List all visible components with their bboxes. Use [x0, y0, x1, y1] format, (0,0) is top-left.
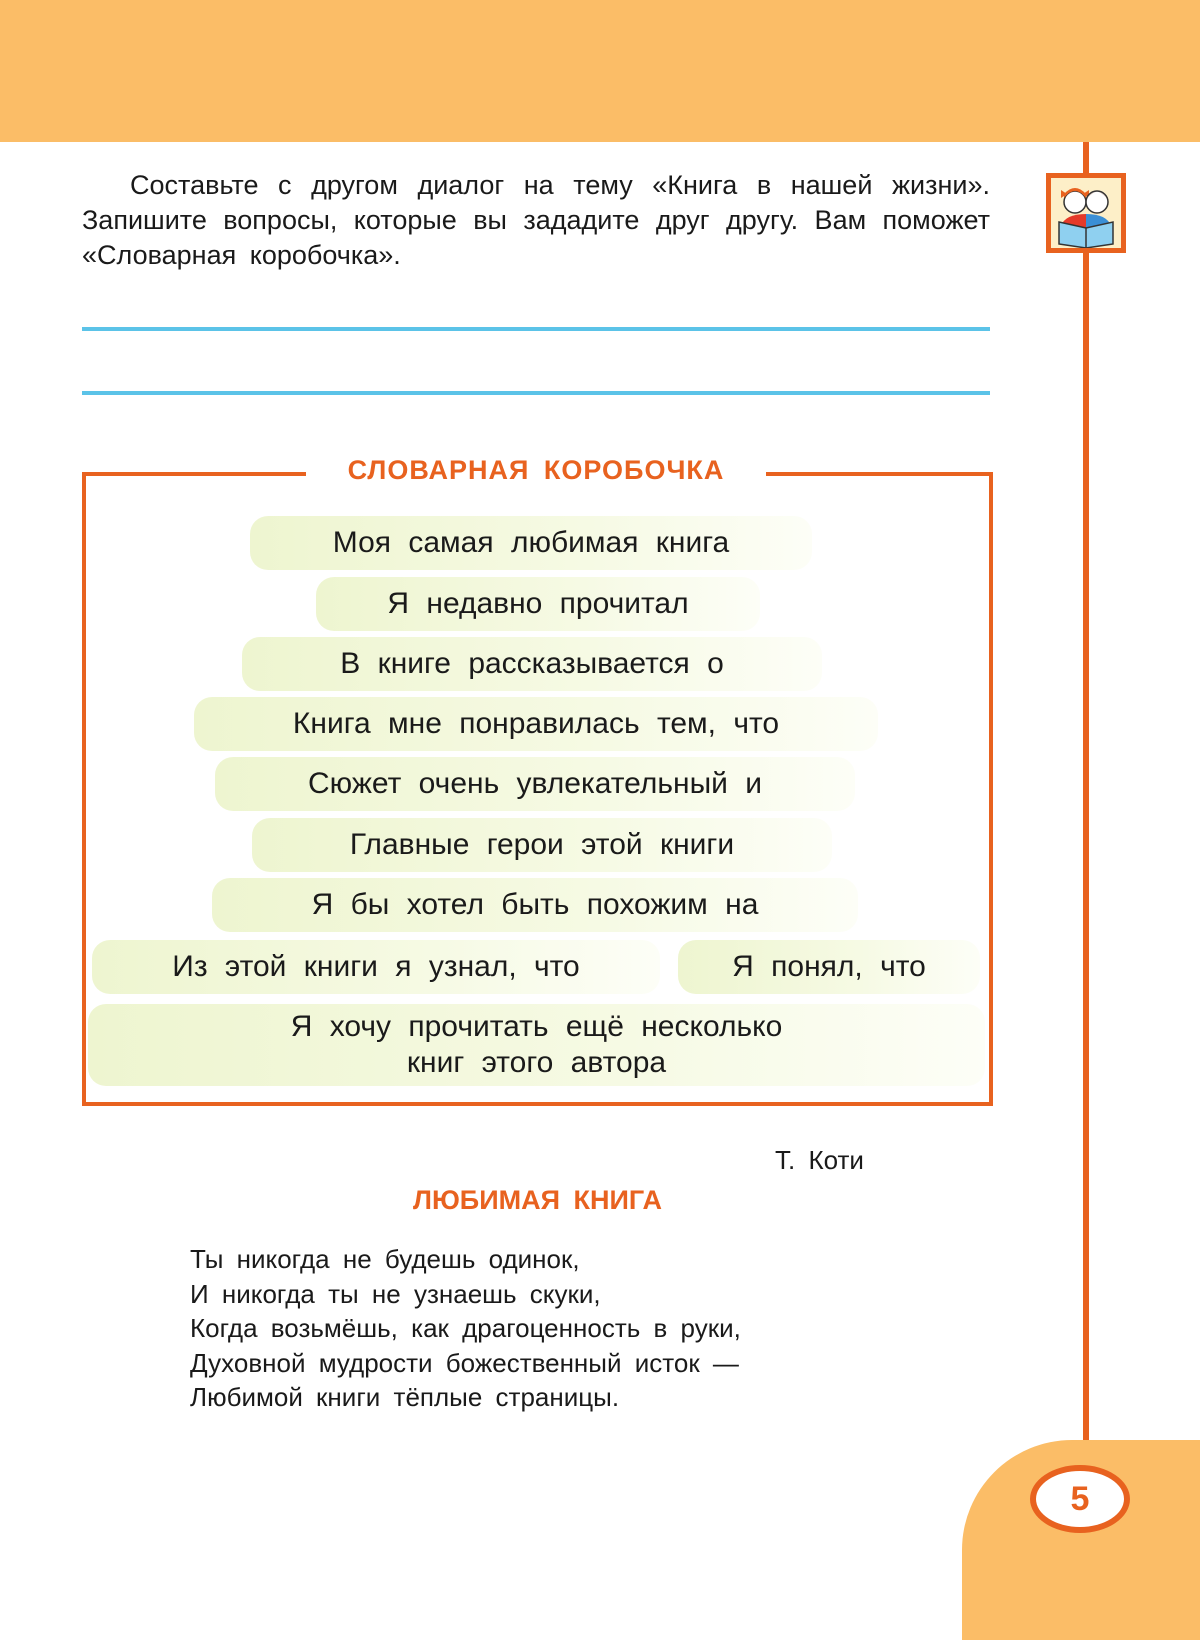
phrase-item: Сюжет очень увлекательный и: [215, 757, 855, 811]
phrase-item: Я бы хотел быть похожим на: [212, 878, 858, 932]
phrase-item: Книга мне понравилась тем, что: [194, 697, 878, 751]
answer-line-1[interactable]: [82, 327, 990, 331]
vocab-box-title: СЛОВАРНАЯ КОРОБОЧКА: [306, 455, 766, 486]
poem-body: [190, 1242, 741, 1415]
poem-author: Т. Коти: [775, 1145, 864, 1175]
poem-line: Любимой книги тёплые страницы.: [190, 1382, 620, 1412]
poem-line: И никогда ты не узнаешь скуки,: [190, 1278, 601, 1309]
phrase-item: Из этой книги я узнал, что: [92, 940, 660, 994]
phrase-item: Я понял, что: [678, 940, 980, 994]
task-instructions: Составьте с другом диалог на тему «Книга в нашей жизни». Запишите вопросы, которые вы зададите друг другу. Вам поможет «Словарная коробочка».: [82, 170, 990, 270]
margin-line: [1083, 142, 1089, 1472]
poem-line: Духовной мудрости божественный исток —: [190, 1347, 739, 1378]
answer-line-2[interactable]: [82, 391, 990, 395]
poem-line: Когда возьмёшь, как драгоценность в руки,: [190, 1313, 741, 1343]
children-reading-icon: [1046, 173, 1126, 253]
phrase-item: Моя самая любимая книга: [250, 516, 812, 570]
phrase-item: Я хочу прочитать ещё несколько книг этого автора: [88, 1004, 985, 1086]
poem-title: ЛЮБИМАЯ КНИГА: [413, 1185, 662, 1215]
phrase-item: Я недавно прочитал: [316, 577, 760, 631]
header-band: [0, 0, 1200, 142]
page-number: 5: [1030, 1465, 1130, 1533]
phrase-item: В книге рассказывается о: [242, 637, 822, 691]
phrase-item: Главные герои этой книги: [252, 818, 832, 872]
poem-line: Ты никогда не будешь одинок,: [190, 1244, 580, 1274]
